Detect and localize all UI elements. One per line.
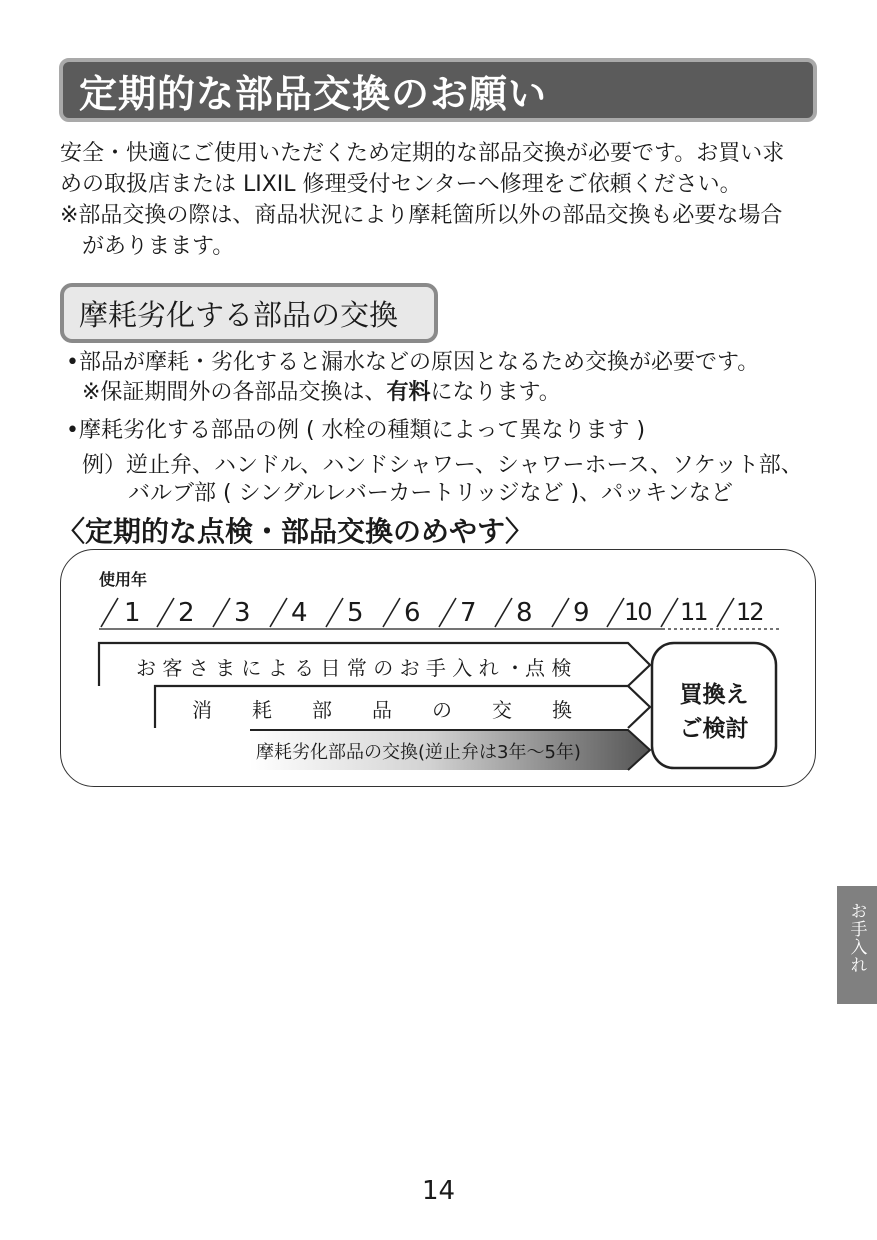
- intro-note-1: ※部品交換の際は、商品状況により摩耗箇所以外の部品交換も必要な場合: [60, 203, 783, 228]
- consumable-label: 消 耗 部 品 の 交 換: [192, 698, 572, 722]
- intro-note-2: がありまます。: [82, 234, 235, 259]
- page-number: 14: [421, 1176, 456, 1206]
- year-slash: [661, 598, 678, 627]
- example-line-2: バルブ部 ( シングルレバーカートリッジなど )、パッキンなど: [128, 481, 733, 506]
- year-slash: [439, 598, 456, 627]
- consider-label: ご検討: [679, 716, 749, 742]
- section-heading: 摩耗劣化する部品の交換: [79, 297, 399, 332]
- year-6: 6: [404, 598, 421, 628]
- year-11: 11: [680, 598, 707, 626]
- year-10: 10: [624, 598, 651, 626]
- paid-note-suffix: になります。: [430, 380, 561, 405]
- paid-note-prefix: ※保証期間外の各部品交換は、: [82, 380, 387, 405]
- year-3: 3: [234, 598, 251, 628]
- year-slash: [326, 598, 343, 627]
- year-12: 12: [736, 598, 763, 626]
- page-title: 定期的な部品交換のお願い: [79, 71, 548, 116]
- year-slash: [717, 598, 734, 627]
- year-slash: [607, 598, 624, 627]
- wear-part-label: 摩耗劣化部品の交換(逆止弁は3年〜5年): [256, 742, 581, 763]
- intro-line-2: めの取扱店または LIXIL 修理受付センターへ修理をご依頼ください。: [60, 172, 742, 197]
- year-slash: [495, 598, 512, 627]
- year-5: 5: [347, 598, 364, 628]
- example-line-1: 例）逆止弁、ハンドル、ハンドシャワー、シャワーホース、ソケット部、: [82, 453, 803, 478]
- intro-line-1: 安全・快適にご使用いただくため定期的な部品交換が必要です。お買い求: [60, 141, 785, 166]
- year-8: 8: [516, 598, 533, 628]
- chapter-tab-care: [837, 886, 877, 1004]
- year-slash: [101, 598, 118, 627]
- year-2: 2: [178, 598, 195, 628]
- year-4: 4: [291, 598, 308, 628]
- year-9: 9: [573, 598, 590, 628]
- year-slash: [270, 598, 287, 627]
- guide-heading: 〈定期的な点検・部品交換のめやす〉: [57, 515, 534, 548]
- year-slash: [157, 598, 174, 627]
- bullet-part-examples: •摩耗劣化する部品の例 ( 水栓の種類によって異なります ): [66, 418, 646, 443]
- daily-care-label: お 客 さ ま に よ る 日 常 の お 手 入 れ ・点 検: [136, 656, 572, 680]
- year-7: 7: [460, 598, 477, 628]
- year-slash: [213, 598, 230, 627]
- years-label: 使用年: [99, 570, 148, 589]
- year-1: 1: [124, 598, 141, 628]
- year-slash: [383, 598, 400, 627]
- replace-label: 買換え: [679, 682, 749, 708]
- paid-note-bold: 有料: [386, 380, 431, 405]
- chapter-tab-label: お手入れ: [846, 902, 867, 974]
- bullet-wear-replacement: •部品が摩耗・劣化すると漏水などの原因となるため交換が必要です。: [66, 350, 760, 375]
- year-slash: [552, 598, 569, 627]
